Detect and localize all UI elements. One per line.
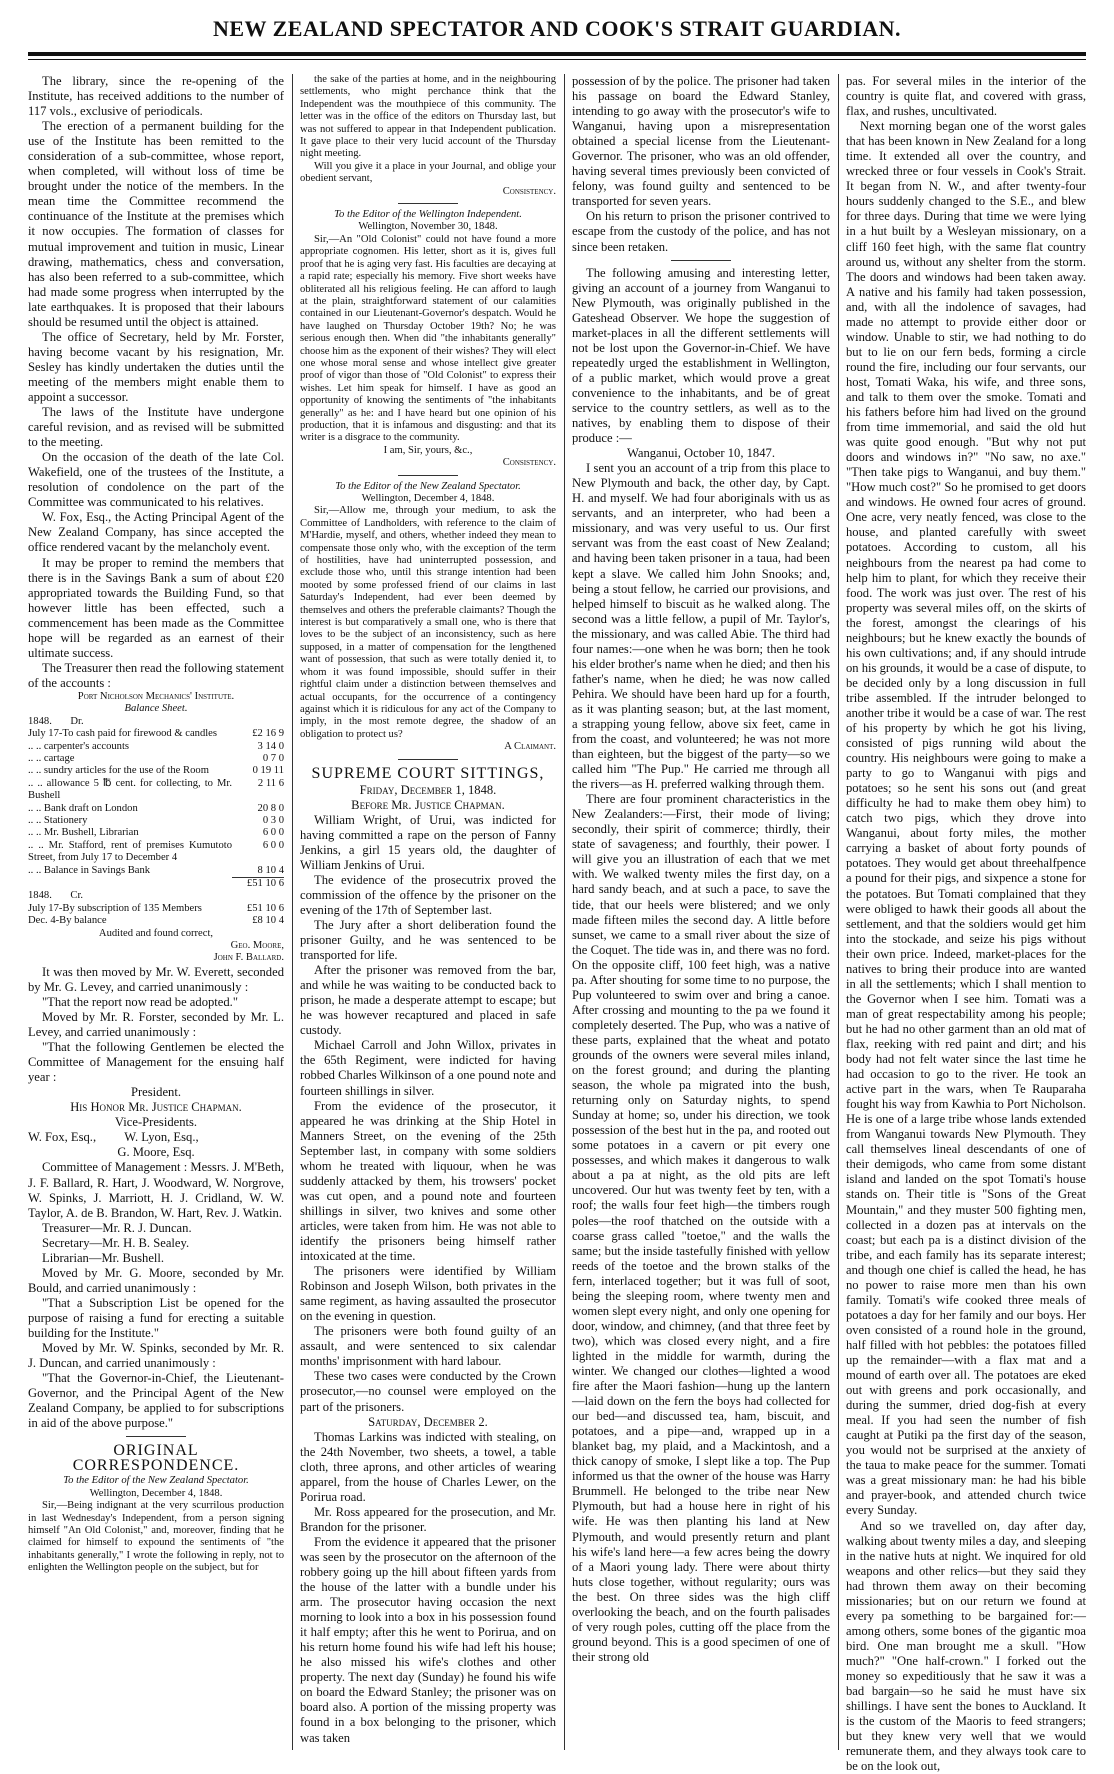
table-row: .. .. Balance in Savings Bank 8 10 4 bbox=[28, 865, 284, 878]
debit-total: £51 10 6 bbox=[232, 878, 284, 891]
paragraph: The Jury after a short deliberation found the prisoner Guilty, and he was sentenced to be transported for life. bbox=[300, 918, 556, 963]
paragraph: Moved by Mr. W. Spinks, seconded by Mr. R. J. Duncan, and carried unanimously : bbox=[28, 1341, 284, 1371]
debit-year: 1848. bbox=[28, 716, 52, 727]
column-divider bbox=[564, 74, 565, 1750]
section-heading-supreme-court: SUPREME COURT SITTINGS, bbox=[300, 766, 556, 781]
paragraph: From the evidence it appeared that the prisoner was seen by the prosecutor on the afternoon of the robbery going up the hill about fifteen yards from the house of the latter with a bundle under his arm. The prosecutor having occasion the next morning to look into a box in his possession found it half empty; after this he went to Porirua, and on his return home found his wife had left his house; he also missed his wife's clothes and other property. The next day (Sunday) he found his wife on board the Edward Stanley; the prisoner was on board also. A portion of the missing property was found in a box belonging to the prisoner, which was taken bbox=[300, 1535, 556, 1746]
auditor-2: John F. Ballard. bbox=[28, 952, 284, 964]
column-2 bbox=[300, 74, 556, 1750]
divider bbox=[398, 475, 458, 476]
auditor-1: Geo. Moore, bbox=[28, 940, 284, 952]
paragraph: It was then moved by Mr. W. Everett, seconded by Mr. G. Levey, and carried unanimously : bbox=[28, 965, 284, 995]
letter-closing: I am, Sir, yours, &c., bbox=[300, 445, 556, 457]
table-row: July 17-To cash paid for firewood & candles £2 16 9 bbox=[28, 728, 284, 740]
table-row: .. .. allowance 5 ℔ cent. for collecting, to Mr. Bushell 2 11 6 bbox=[28, 778, 284, 803]
letter-dateline: Wanganui, October 10, 1847. bbox=[572, 446, 830, 461]
letter-dateline: Wellington, November 30, 1848. bbox=[300, 221, 556, 233]
divider bbox=[126, 1436, 186, 1437]
paragraph: I sent you an account of a trip from this place to New Plymouth and back, the other day, by Capt. H. and myself. We had four aboriginals with us as servants, and an interpreter, who had been a missionary, and was very useful to us. Our first servant was from the east coast of New Zealand; and having been taken prisoner in a taua, had been kept a slave. We called him John Snooks; and, being a stout fellow, he carried our provisions, and helped himself to biscuit as he walked along. The second was a little fellow, a pupil of Mr. Taylor's, the missionary, and was called Abie. The third had four names:—one when he was born; then he took his elder brother's name when he died; and then his father's name, when he died; he was now called Pehira. We should have been hard up for a fourth, as it was planting season; but, at the last moment, a strapping young fellow, above six feet, came in from the coast, and volunteered; he was not more than eighteen, but the biggest of the party—so we called him "The Pup." He carried me through all the rivers—as H. preferred walking through them. bbox=[572, 461, 830, 792]
paragraph: The following amusing and interesting letter, giving an account of a journey from Wanganui to New Plymouth, was originally published in the Gateshead Observer. We hope the suggestion of market-places in all the different settlements will not be lost upon the Governor-in-Chief. We have repeatedly urged the establishment in Wellington, of a public market, which would prove a great convenience to the inhabitants, and be of great service to the country settlers, as well as to the natives, by enabling them to dispose of their produce :— bbox=[572, 266, 830, 447]
paragraph: Librarian—Mr. Bushell. bbox=[28, 1251, 284, 1266]
letter-dateline: Wellington, December 4, 1848. bbox=[28, 1488, 284, 1500]
letter-address: To the Editor of the New Zealand Spectator. bbox=[28, 1475, 284, 1487]
paragraph: William Wright, of Urui, was indicted for having committed a rape on the person of Fanny Jenkins, a girl 15 years old, the daughter of William Jenkins of Urui. bbox=[300, 813, 556, 873]
balance-sheet-debits bbox=[28, 716, 284, 928]
paragraph: Next morning began one of the worst gales that has been known in New Zealand for a long time. It extended all over the country, and wrecked three or four vessels in Cook's Strait. It began from N. W., and after twenty-four hours suddenly changed to the S.E., and blew for three days. During that time we were lying in a hut built by a Wesleyan missionary, on a cliff 160 feet high, with the same flat country around us, without any shelter from the storm. The doors and windows had been taken away. A native and his family had taken possession, and, with all the indolence of savages, had made no attempt to provide either door or window. Unable to stir, we had nothing to do but to lie on our fern beds, forming a circle round the fire, including our four servants, our host, Tomati Waka, his wife, and three sons, and talk to them over the smoke. Tomati and his fathers before him had lived on the ground from time immemorial, and said the old hut was quite good enough. "But why not put doors and windows in?" "No saw, no axe." "Then take pigs to Wanganui, and buy them." "How much cost?" So he promised to get doors and windows. He owned four acres of ground. One acre, very neatly fenced, was close to the house, and planted carefully with sweet potatoes. According to custom, all his neighbours from the nearest pa had come to help him to plant, for which they receive their food. The work was just over. The rest of his property was several miles off, on the skirts of the forest, amongst the clearings of his neighbours; but he knew exactly the bounds of his own cultivations; and, if any should intrude on his grounds, it would be a case of dispute, to be decided only by a long discussion in full tribe assembled. If the intruder belonged to another tribe it would be a case of war. The rest of his property by which he got his living, consisted of pigs running wild about the country. His neighbours were going to make a party to go to Wanganui with pigs and potatoes; so he sent his sons out (and great difficulty he had to make them obey him) to catch two pigs, which they drove into Wanganui, about forty miles, the mother carrying a basket of about forty pounds of potatoes. They would get about threehalfpence a pound for their pigs, and sixpence a stone for the potatoes. But Tomati complained that they were obliged to hawk their goods all about the settlement, and that the soldiers would get him into the stockade, and seize his pigs without their own price. Indeed, market-places for the natives to bring their produce into are wanted in all the settlements; which I shall mention to the Governor when I see him. Tomati was a man of great respectability among his people; but he had no other garment than an old mat of flax, reeking with red paint and dirt; and his body had not felt water since the last time he had occasion to go to the river. He took an active part in the wars, when Te Rauparaha fought his way from Kawhia to Port Nicholson. He is one of a large tribe whose lands extended from Wanganui towards New Plymouth. They call themselves lineal descendants of one of their demigods, who came from some distant island and landed on the spot Tomati's house stands on. Their title is "Sons of the Great Mountain," and they muster 500 fighting men, collected in a dozen pas at intervals on the coast; but each pa is a distinct division of the tribe, and each family has its separate interest; and though one chief is called the head, he has no power to raise more men than his own family. Tomati's wife cooked three meals of potatoes a day for her family and our boys. Her oven consisted of a round hole in the ground, half filled with hot pebbles: the potatoes filled up the remainder—with a flax mat and a mound of earth over all. The potatoes are eked out with greens and pork occasionally, and during the summer, dried dog-fish at every meal. If you had seen the number of fish caught at Putiki pa the first day of the season, you would not be surprised at the anxiety of the taua to make peace for the summer. Tomati was a great missionary man: he had his bible and prayer-book, and attended church twice every Sunday. bbox=[846, 119, 1086, 1518]
paragraph: Sir,—Being indignant at the very scurrilous production in last Wednesday's Independent, from a person signing himself "An Old Colonist," and, moreover, finding that he claimed for himself to expound the sentiments of "the inhabitants generally," I wrote the following in reply, not to enlighten the Wellington people on the subject, but for bbox=[28, 1500, 284, 1574]
paragraph: possession of by the police. The prisoner had taken his passage on board the Edward Stanley, intending to go away with the prosecutor's wife to Wanganui, having upon a misrepresentation obtained a special license from the Lieutenant-Governor. The prisoner, who was an old offender, having several times previously been convicted of felony, was found guilty and sentenced to be transported for seven years. bbox=[572, 74, 830, 209]
paragraph: Moved by Mr. G. Moore, seconded by Mr. Bould, and carried unanimously : bbox=[28, 1266, 284, 1296]
paragraph: Will you give it a place in your Journal, and oblige your obedient servant, bbox=[300, 161, 556, 186]
paragraph: W. Fox, Esq., the Acting Principal Agent of the New Zealand Company, has since accepted the office rendered vacant by the melancholy event. bbox=[28, 510, 284, 555]
paragraph: And so we travelled on, day after day, walking about twenty miles a day, and sleeping in the native huts at night. We inquired for old weapons and other relics—but they said they had thrown them away on their becoming missionaries; but on our return we found at every pa something to be bargained for:—among others, some bones of the gigantic moa bird. One man brought me a skull. "How much?" "One half-crown." I forked out the money so expeditiously that he saw it was a bad bargain—so he said he must have six shillings. I have sent the bones to Auckland. It is the custom of the Maoris to feed strangers; but they knew very well that we would remunerate them, and they always took care to be on the look out, bbox=[846, 1519, 1086, 1774]
paragraph: Sir,—An "Old Colonist" could not have found a more appropriate cognomen. His letter, short as it is, gives full proof that he is aging very fast. His faculties are decaying at a rapid rate; especially his memory. Five short weeks have obliterated all his religious feeling. He can afford to laugh at the plain, straightforward statement of our calamities contained in our Lieutenant-Governor's despatch. Would he have laughed on Thursday October 19th? No; he was serious enough then. When did "the inhabitants generally" choose him as the exponent of their wishes? They will elect one whose moral sense and whose intellect give greater proof of vigor than those of "Old Colonist" to express their wishes. Let him speak for himself. I have as good an opportunity of knowing the sentiments of "the inhabitants generally" as he: and I have heard but one opinion of his production, that it is infamous and disgusting: and that its writer is a disgrace to the community. bbox=[300, 234, 556, 445]
table-row: .. .. cartage 0 7 0 bbox=[28, 753, 284, 765]
paragraph: These two cases were conducted by the Crown prosecutor,—no counsel were employed on the part of the prisoners. bbox=[300, 1369, 556, 1414]
paragraph: "That the Governor-in-Chief, the Lieutenant-Governor, and the Principal Agent of the New Zealand Company, be applied to for subscriptions in aid of the above purpose." bbox=[28, 1371, 284, 1431]
paragraph: The prisoners were identified by William Robinson and Joseph Wilson, both privates in the same regiment, as having assaulted the prosecutor on the evening in question. bbox=[300, 1264, 556, 1324]
presiding-judge: Before Mr. Justice Chapman. bbox=[300, 798, 556, 813]
paragraph: From the evidence of the prosecutor, it appeared he was drinking at the Ship Hotel in Manners Street, on the evening of the 25th September last, in company with some soldiers whom he treated with liquour, when he was suddenly attacked by them, his trowsers' pocket was cut open, and a pound note and fourteen shillings in silver, two knives and some other articles, were taken from him. He was not able to identify the prisoners being himself rather intoxicated at the time. bbox=[300, 1099, 556, 1265]
vice-presidents-line: W. Fox, Esq., W. Lyon, Esq., bbox=[28, 1130, 284, 1145]
signature: Consistency. bbox=[300, 457, 556, 469]
letter-address: To the Editor of the New Zealand Spectator. bbox=[300, 481, 556, 493]
paragraph: "That the report now read be adopted." bbox=[28, 995, 284, 1010]
column-4 bbox=[846, 74, 1086, 1750]
newspaper-title: NEW ZEALAND SPECTATOR AND COOK'S STRAIT GUARDIAN. bbox=[28, 12, 1086, 46]
credit-label: Cr. bbox=[70, 890, 83, 901]
masthead bbox=[28, 12, 1086, 68]
paragraph: The prisoners were both found guilty of an assault, and were sentenced to six calendar months' imprisonment with hard labour. bbox=[300, 1324, 556, 1369]
column-1 bbox=[28, 74, 284, 1750]
masthead-rule-thick bbox=[28, 52, 1086, 56]
table-row: .. .. Stationery 0 3 0 bbox=[28, 815, 284, 827]
sitting-date: Friday, December 1, 1848. bbox=[300, 783, 556, 798]
masthead-rule-thin bbox=[28, 59, 1086, 60]
sitting-date: Saturday, December 2. bbox=[300, 1415, 556, 1430]
president-heading: President. bbox=[28, 1085, 284, 1100]
credit-year: 1848. bbox=[28, 890, 52, 901]
paragraph: Mr. Ross appeared for the prosecution, and Mr. Brandon for the prisoner. bbox=[300, 1505, 556, 1535]
vice-president-3: G. Moore, Esq. bbox=[28, 1145, 284, 1160]
divider bbox=[671, 260, 731, 261]
paragraph: The evidence of the prosecutrix proved the commission of the offence by the prisoner on the evening of the 17th of September last. bbox=[300, 873, 556, 918]
balance-sheet-title: Port Nicholson Mechanics' Institute. bbox=[28, 691, 284, 703]
signature: A Claimant. bbox=[300, 741, 556, 753]
column-3 bbox=[572, 74, 830, 1750]
paragraph: Moved by Mr. R. Forster, seconded by Mr. L. Levey, and carried unanimously : bbox=[28, 1010, 284, 1040]
balance-sheet-subtitle: Balance Sheet. bbox=[28, 703, 284, 715]
table-row: .. .. carpenter's accounts 3 14 0 bbox=[28, 741, 284, 753]
paragraph: the sake of the parties at home, and in the neighbouring settlements, who might perchance think that the Independent was the mouthpiece of this community. The letter was in the office of the editors on Thursday last, but was not suffered to appear in that Independent publication. It gave place to their very lucid account of the Thursday night meeting. bbox=[300, 74, 556, 161]
paragraph: The laws of the Institute have undergone careful revision, and as revised will be submitted to the meeting. bbox=[28, 405, 284, 450]
paragraph: There are four prominent characteristics in the New Zealanders:—First, their mode of living; secondly, their spirit of commerce; thirdly, their state of savageness; and fourthly, their power. I will give you an illustration of each that we met with. We walked twenty miles the first day, on a hard sandy beach, and at such a pace, to save the tide, that our heels were blistered; and we only made fifteen miles the second day. A little before sunset, we came to a small river about the size of the Coquet. The tide was in, and there was no ford. On the opposite cliff, 100 feet high, was a native pa. After shouting for some time to no purpose, the Pup volunteered to swim over and bring a canoe. After crossing and mounting to the pa we found it completely deserted. The Pup, who was a native of these parts, explained that the wheat and potato grounds of the owners were several miles inland, on the forest ground; and during the planting season, the whole pa migrated into the bush, returning only on Saturday nights, to spend Sunday at home; so, under his direction, we took possession of the best hut in the pa, and rooted out some potatoes in a cavern or pit every one possesses, and which makes it dangerous to walk about a pa at night, as the old pits are left uncovered. Our hut was twenty feet by ten, with a roof; the walls four feet high—the timbers rough poles—the roof thatched on the outside with a coarse grass called "toetoe," and the walls the same; but the inside tastefully finished with yellow reeds of the toetoe and the brown stalks of the fern, interlaced together; but it was full of soot, being the sleeping room, where twenty men and women slept every night, and only one opening for door, window, and chimney, (and that three feet by two), which was closed every night, and a fire lighted in the middle for warmth, during the winter. We changed our clothes—lighted a wood fire after the Maori fashion—hung up the lantern—laid down on the fern the boys had collected for our bed—and discussed tea, ham, biscuit, and potatoes, and a pipe—and, wrapped up in a blanket bag, my plaid, and a Mackintosh, and a thick canopy of smoke, I slept like a top. The Pup informed us that the owner of the house was Harry Brummell. He belonged to the tribe near New Plymouth, but had a house here in right of his wife. He was then planting his land at New Plymouth, and would presently return and plant his wife's land here—a few acres being the dowry of a Maori young lady. There were about thirty huts close together, without regularity; ours was the best. On three sides was the high cliff overlooking the beach, and on the fourth palisades of very rough poles, cutting off the place from the ground beyond. This is a good specimen of one of their strong old bbox=[572, 792, 830, 1665]
paragraph: Treasurer—Mr. R. J. Duncan. bbox=[28, 1221, 284, 1236]
paragraph: "That a Subscription List be opened for the purpose of raising a fund for erecting a suitable building for the Institute." bbox=[28, 1296, 284, 1341]
paragraph: Committee of Management : Messrs. J. M'Beth, J. F. Ballard, R. Hart, J. Woodward, W. Norgrove, W. Spinks, J. Marriott, H. J. Cridland, W. W. Taylor, A. de B. Brandon, W. Hart, Rev. J. Watkin. bbox=[28, 1160, 284, 1220]
table-row: Dec. 4-By balance £8 10 4 bbox=[28, 915, 284, 927]
paragraph: On his return to prison the prisoner contrived to escape from the custody of the police, and has not since been retaken. bbox=[572, 209, 830, 254]
paragraph: It may be proper to remind the members that there is in the Savings Bank a sum of about £20 appropriated towards the Building Fund, so that however little has been effected, such a commencement has been made as the Committee hope will be regarded as an earnest of their ultimate success. bbox=[28, 556, 284, 661]
divider bbox=[398, 759, 458, 760]
letter-dateline: Wellington, December 4, 1848. bbox=[300, 493, 556, 505]
paragraph: Michael Carroll and John Willox, privates in the 65th Regiment, were indicted for having robbed Charles Wilkinson of a one pound note and fourteen shillings in silver. bbox=[300, 1038, 556, 1098]
section-heading-correspondence: ORIGINAL CORRESPONDENCE. bbox=[28, 1443, 284, 1473]
table-row: July 17-By subscription of 135 Members £51 10 6 bbox=[28, 903, 284, 915]
paragraph: "That the following Gentlemen be elected the Committee of Management for the ensuing half year : bbox=[28, 1040, 284, 1085]
table-row: .. .. Mr. Bushell, Librarian 6 0 0 bbox=[28, 827, 284, 839]
paragraph: On the occasion of the death of the late Col. Wakefield, one of the trustees of the Institute, a resolution of condolence on the part of the Committee was communicated to his relatives. bbox=[28, 450, 284, 510]
paragraph: The office of Secretary, held by Mr. Forster, having become vacant by his resignation, Mr. Sesley has kindly undertaken the duties until the meeting of the members might enable them to appoint a successor. bbox=[28, 330, 284, 405]
column-divider bbox=[838, 74, 839, 1750]
paragraph: The Treasurer then read the following statement of the accounts : bbox=[28, 661, 284, 691]
paragraph: Sir,—Allow me, through your medium, to ask the Committee of Landholders, with reference to the claim of M'Hardie, myself, and others, whether indeed they mean to compensate those only who, with the exception of the term of hostilities, have had uninterrupted possession, and exclude those who, until this strange intention had been mooted by some professed friend of our claims in last Saturday's Independent, had ever been deemed by themselves and others the preferable claimants? Though the interest is but comparatively a small one, who is there that loves to be the subject of an inconsistency, such as here supposed, in a matter of compensation for the lengthened want of possession, that such as were totally denied it, to whom it was found impossible, should suffer in their rightful claim under a distinction between themselves and actual occupants, for the occurrence of a contingency against which it is ridiculous for any act of the Company to imply, in the most remote degree, the shadow of an obligation to protect us? bbox=[300, 505, 556, 741]
divider bbox=[398, 203, 458, 204]
audit-note: Audited and found correct, bbox=[28, 928, 284, 940]
paragraph: The erection of a permanent building for the use of the Institute has been remitted to the consideration of a sub-committee, whose report, when completed, will without loss of time be brought under the notice of the members. In the mean time the Committee recommend the continuance of the Institute at the premises which it now occupies. The formation of classes for mutual improvement and tuition in music, Linear drawing, mathematics, chess and conversation, has also been referred to a sub-committee, which had made some progress when interrupted by the late earthquakes. It is proposed that their labours should be resumed until the object is attained. bbox=[28, 119, 284, 330]
table-row: .. .. Bank draft on London 20 8 0 bbox=[28, 803, 284, 815]
table-row: .. .. sundry articles for the use of the Room 0 19 11 bbox=[28, 765, 284, 777]
president-name: His Honor Mr. Justice Chapman. bbox=[28, 1100, 284, 1115]
vice-presidents-heading: Vice-Presidents. bbox=[28, 1115, 284, 1130]
paragraph: Thomas Larkins was indicted with stealing, on the 24th November, two sheets, a towel, a table cloth, three aprons, and other articles of wearing apparel, from the house of Charles Lewer, on the Porirua road. bbox=[300, 1430, 556, 1505]
columns bbox=[28, 74, 1086, 1750]
paragraph: The library, since the re-opening of the Institute, has received additions to the number of 117 vols., exclusive of periodicals. bbox=[28, 74, 284, 119]
debit-label: Dr. bbox=[70, 716, 83, 727]
signature: Consistency. bbox=[300, 186, 556, 198]
paragraph: pas. For several miles in the interior of the country is quite flat, and covered with grass, flax, and rushes, uncultivated. bbox=[846, 74, 1086, 119]
paragraph: After the prisoner was removed from the bar, and while he was waiting to be conducted back to prison, he made a desperate attempt to escape; but he was however recaptured and placed in safe custody. bbox=[300, 963, 556, 1038]
column-divider bbox=[292, 74, 293, 1750]
table-row: .. .. Mr. Stafford, rent of premises Kumutoto Street, from July 17 to December 4 6 0 0 bbox=[28, 840, 284, 865]
letter-address: To the Editor of the Wellington Independent. bbox=[300, 209, 556, 221]
paragraph: Secretary—Mr. H. B. Sealey. bbox=[28, 1236, 284, 1251]
